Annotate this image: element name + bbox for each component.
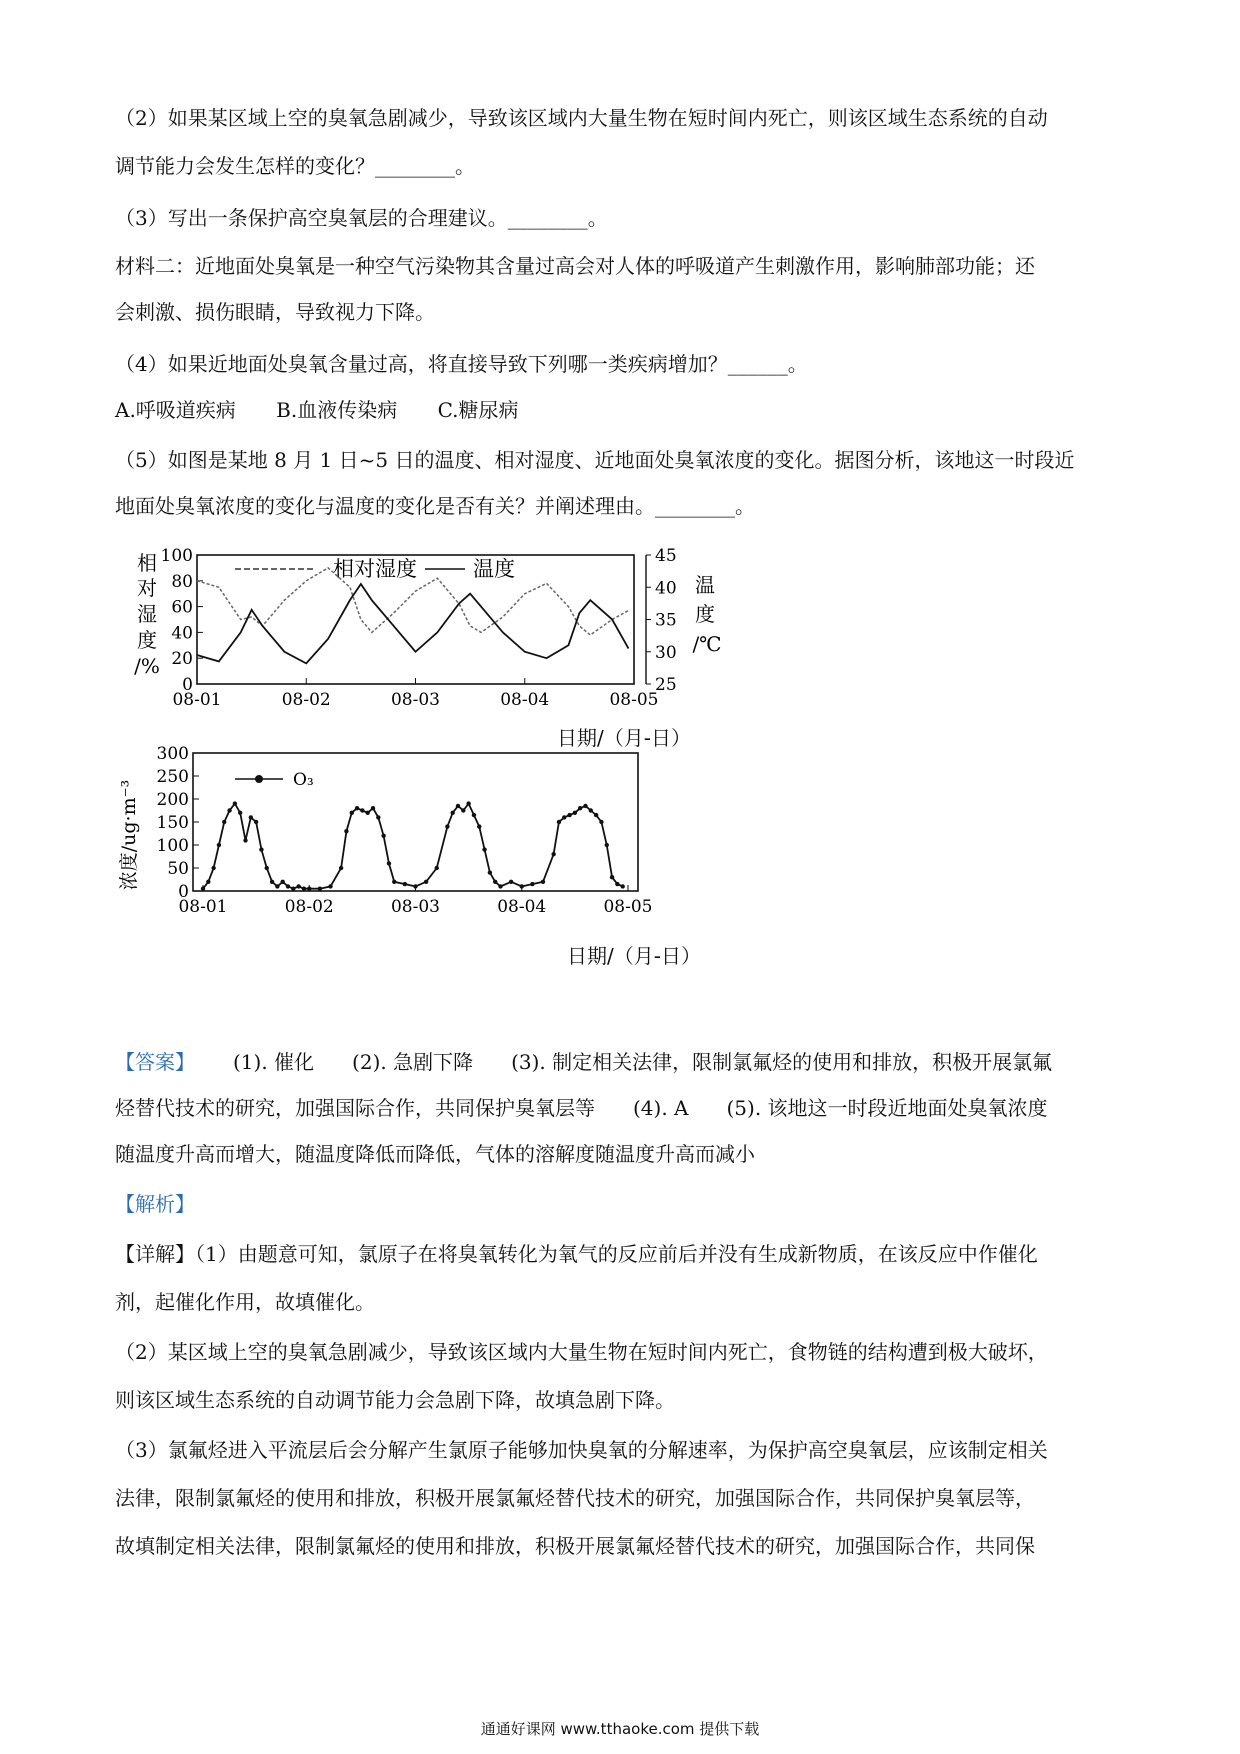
o3-point [339, 866, 343, 870]
o3-point [509, 880, 513, 884]
legend-temperature: 温度 [473, 557, 515, 581]
o3-point [222, 820, 226, 824]
o3-point [328, 884, 332, 888]
o3-point [477, 824, 481, 828]
o3-point [461, 808, 465, 812]
x-axis-label-chart2: 日期/（月-日） [567, 944, 701, 968]
x-axis-label-chart1: 日期/（月-日） [557, 726, 691, 750]
o3-point [344, 829, 348, 833]
o3-point [206, 880, 210, 884]
svg-text:相: 相 [137, 551, 157, 575]
y-tick-label: 20 [171, 649, 193, 670]
o3-point [424, 880, 428, 884]
ozone-chart [115, 745, 675, 935]
o3-point [238, 811, 242, 815]
detail-line-3: （2）某区域上空的臭氧急剧减少，导致该区域内大量生物在短时间内死亡，食物链的结构遭到极大破坏， [115, 1340, 1048, 1364]
answer-3a: (3). 制定相关法律，限制氯氟烃的使用和排放，积极开展氯氟 [511, 1050, 1053, 1074]
y-tick-label: 50 [167, 859, 189, 879]
o3-point [610, 875, 614, 879]
y-tick-label: 40 [171, 623, 193, 644]
o3-point [551, 852, 555, 856]
o3-point [493, 880, 497, 884]
q3-line: （3）写出一条保护高空臭氧层的合理建议。________。 [115, 206, 608, 230]
o3-point [233, 801, 237, 805]
o3-point [392, 880, 396, 884]
x-tick-label: 08-05 [603, 897, 653, 917]
answer-line-2 [115, 1094, 1048, 1122]
o3-point [456, 804, 460, 808]
q5-line-2: 地面处臭氧浓度的变化与温度的变化是否有关？并阐述理由。________。 [115, 494, 755, 518]
detail-line-6: 法律，限制氯氟烃的使用和排放，积极开展氯氟烃替代技术的研究，加强国际合作，共同保护臭氧层等， [115, 1486, 1035, 1510]
y-tick-label: 0 [182, 675, 193, 695]
o3-point [291, 887, 295, 891]
legend-humidity: 相对湿度 [333, 557, 417, 581]
series-o3 [203, 804, 623, 889]
o3-point [573, 811, 577, 815]
o3-point [365, 811, 369, 815]
o3-point [599, 820, 603, 824]
o3-point [227, 808, 231, 812]
y2-tick-label: 25 [655, 675, 677, 695]
y-tick-label: 200 [156, 790, 189, 810]
o3-point [371, 806, 375, 810]
answer-5a: (5). 该地这一时段近地面处臭氧浓度 [726, 1096, 1048, 1120]
o3-point [307, 887, 311, 891]
analysis-tag: 【解析】 [115, 1192, 195, 1216]
o3-point [530, 882, 534, 886]
o3-point [450, 811, 454, 815]
o3-point [243, 838, 247, 842]
o3-point [498, 884, 502, 888]
y-tick-label: 0 [178, 882, 189, 902]
answer-1: (1). 催化 [233, 1050, 315, 1074]
y2-tick-label: 30 [655, 642, 677, 663]
svg-text:湿: 湿 [137, 602, 157, 626]
o3-point [578, 806, 582, 810]
o3-point [472, 813, 476, 817]
o3-point [445, 824, 449, 828]
answer-tag: 【答案】 [115, 1050, 195, 1074]
svg-text:/%: /% [134, 654, 160, 678]
option-b: B.血液传染病 [276, 398, 398, 422]
detail-line-2: 剂，起催化作用，故填催化。 [115, 1290, 375, 1314]
material2-line-1: 材料二：近地面处臭氧是一种空气污染物其含量过高会对人体的呼吸道产生刺激作用，影响肺部功能；还 [115, 254, 1035, 278]
q2-line-2: 调节能力会发生怎样的变化？________。 [115, 154, 475, 178]
x-tick-label: 08-02 [281, 690, 331, 710]
o3-point [296, 884, 300, 888]
detail-line-4: 则该区域生态系统的自动调节能力会急剧下降，故填急剧下降。 [115, 1388, 675, 1412]
detail-text-1: （1）由题意可知，氯原子在将臭氧转化为氧气的反应前后并没有生成新物质，在该反应中作催化 [195, 1242, 1038, 1266]
o3-point [318, 887, 322, 891]
o3-point [567, 813, 571, 817]
answer-line-3: 随温度升高而增大，随温度降低而降低，气体的溶解度随温度升高而减小 [115, 1142, 755, 1166]
material2-line-2: 会刺激、损伤眼睛，导致视力下降。 [115, 300, 435, 324]
answer-4: (4). A [633, 1096, 689, 1120]
o3-point [265, 866, 269, 870]
y2-tick-label: 45 [655, 546, 677, 566]
x-tick-label: 08-04 [500, 690, 550, 710]
y-axis-label-ozone: 浓度/ug·m⁻³ [118, 779, 140, 891]
detail-line-5: （3）氯氟烃进入平流层后会分解产生氯原子能够加快臭氧的分解速率，为保护高空臭氧层，应该制定相关 [115, 1438, 1048, 1462]
svg-text:度: 度 [137, 628, 157, 652]
o3-point [211, 866, 215, 870]
o3-point [249, 815, 253, 819]
o3-point [589, 808, 593, 812]
x-tick-label: 08-03 [390, 897, 441, 917]
y-axis-label-humidity [134, 551, 160, 678]
o3-point [376, 815, 380, 819]
q4-options [115, 396, 553, 424]
svg-text:/℃: /℃ [692, 632, 722, 656]
svg-text:温: 温 [695, 573, 715, 597]
o3-point [381, 834, 385, 838]
o3-point [562, 815, 566, 819]
detail-line-7: 故填制定相关法律，限制氯氟烃的使用和排放，积极开展氯氟烃替代技术的研究，加强国际合作，共同保 [115, 1534, 1035, 1558]
legend [235, 557, 515, 581]
o3-point [350, 811, 354, 815]
y-tick-label: 100 [160, 546, 193, 566]
detail-line-1 [115, 1240, 1038, 1268]
o3-point [270, 880, 274, 884]
y-tick-label: 300 [156, 745, 189, 764]
o3-point [594, 813, 598, 817]
o3-point [280, 880, 284, 884]
o3-point [360, 808, 364, 812]
o3-point [254, 820, 258, 824]
o3-point [615, 882, 619, 886]
y2-tick-label: 35 [655, 610, 677, 631]
o3-point [583, 804, 587, 808]
o3-point [488, 870, 492, 874]
x-tick-label: 08-02 [284, 897, 334, 917]
humidity-temperature-chart [115, 545, 735, 750]
o3-point [413, 884, 417, 888]
q2-line-1: （2）如果某区域上空的臭氧急剧减少，导致该区域内大量生物在短时间内死亡，则该区域生态系统的自动 [115, 106, 1048, 130]
answer-line-1 [115, 1048, 1052, 1076]
o3-point [520, 884, 524, 888]
o3-point [201, 887, 205, 891]
y-axis-label-temperature [692, 573, 721, 656]
svg-text:对: 对 [137, 576, 157, 600]
o3-point [403, 882, 407, 886]
o3-point [355, 806, 359, 810]
x-tick-label: 08-01 [178, 897, 228, 917]
o3-point [302, 887, 306, 891]
q5-line-1: （5）如图是某地 8 月 1 日~5 日的温度、相对湿度、近地面处臭氧浓度的变化。据图分析，该地这一时段近 [115, 448, 1075, 472]
y-tick-label: 150 [156, 813, 189, 833]
footer: 通通好课网 www.tthaoke.com 提供下载 [480, 1720, 760, 1738]
legend-o3: O₃ [293, 770, 314, 790]
y-tick-label: 250 [156, 767, 189, 787]
series-temperature [197, 584, 629, 663]
y-tick-label: 100 [156, 836, 189, 856]
option-c: C.糖尿病 [437, 398, 519, 422]
svg-text:度: 度 [695, 602, 715, 626]
o3-point [466, 801, 470, 805]
o3-point [217, 843, 221, 847]
answer-2: (2). 急剧下降 [352, 1050, 474, 1074]
o3-point [387, 861, 391, 865]
y-tick-label: 60 [171, 597, 193, 618]
o3-point [557, 820, 561, 824]
o3-point [435, 866, 439, 870]
option-a: A.呼吸道疾病 [115, 398, 236, 422]
o3-point [541, 880, 545, 884]
legend [235, 770, 314, 790]
o3-point [605, 843, 609, 847]
o3-point [620, 884, 624, 888]
x-tick-label: 08-01 [172, 690, 222, 710]
plot-frame [193, 753, 638, 891]
y2-tick-label: 40 [655, 578, 677, 599]
detail-tag: 【详解】 [115, 1242, 195, 1266]
o3-point [286, 884, 290, 888]
q4-stem: （4）如果近地面处臭氧含量过高，将直接导致下列哪一类疾病增加？______。 [115, 352, 808, 376]
x-tick-label: 08-03 [390, 690, 441, 710]
y-tick-label: 80 [171, 571, 193, 592]
x-tick-label: 08-04 [497, 897, 547, 917]
o3-point [259, 847, 263, 851]
o3-point [275, 884, 279, 888]
o3-point [482, 847, 486, 851]
answer-3b: 烃替代技术的研究，加强国际合作，共同保护臭氧层等 [115, 1096, 595, 1120]
x-tick-label: 08-05 [609, 690, 659, 710]
